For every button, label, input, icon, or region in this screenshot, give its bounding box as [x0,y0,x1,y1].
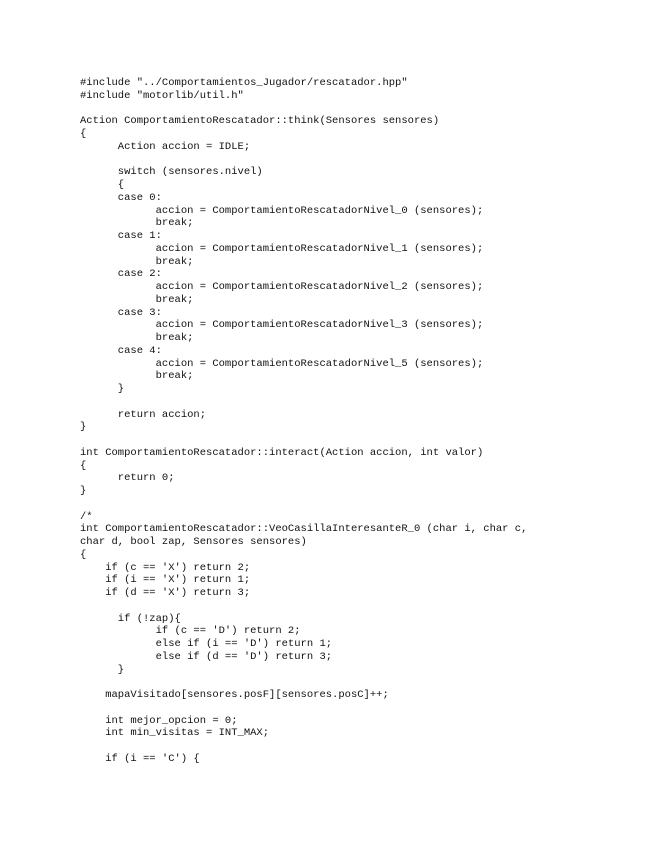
code-line: case 1: [80,230,162,242]
code-line: accion = ComportamientoRescatadorNivel_2 (sensores); [80,281,484,293]
code-line: { [80,128,87,140]
code-line: break; [80,370,194,383]
code-line: accion = ComportamientoRescatadorNivel_5 (sensores); [80,357,484,370]
code-line: if (c == 'X') return 2; [80,561,251,574]
code-line: int ComportamientoRescatador::VeoCasillaInteresanteR_0 (char i, char c, [80,523,528,536]
code-line: int mejor_opcion = 0; [80,714,238,727]
code-line: } [80,663,125,676]
code-line: { [80,548,87,561]
code-line: accion = ComportamientoRescatadorNivel_0 (sensores); [80,204,484,217]
code-line: if (!zap){ [80,612,181,625]
code-line: else if (d == 'D') return 3; [80,650,333,663]
code-line: { [80,179,125,191]
code-line [80,396,640,409]
code-line: int ComportamientoRescatador::interact(Action accion, int valor) [80,446,484,459]
code-line [80,434,640,447]
code-line: return 0; [80,472,175,485]
code-line: accion = ComportamientoRescatadorNivel_1 (sensores); [80,242,484,255]
code-line: break; [80,255,194,268]
code-line [80,154,640,167]
code-line: case 3: [80,306,162,319]
code-line: #include "../Comportamientos_Jugador/rescatador.hpp" [80,77,408,89]
code-line: char d, bool zap, Sensores sensores) [80,536,307,548]
code-line: break; [80,217,194,230]
code-line: } [80,383,125,395]
code-line: break; [80,332,194,344]
code-line [80,740,640,753]
code-line: if (i == 'C') { [80,752,200,765]
code-line: switch (sensores.nivel) [80,166,263,179]
code-line: if (i == 'X') return 1; [80,574,251,587]
code-line: return accion; [80,408,207,421]
code-line: #include "motorlib/util.h" [80,89,244,102]
code-line: } [80,421,87,434]
code-line [80,498,640,511]
code-line [80,103,640,116]
code-line: if (d == 'X') return 3; [80,587,251,599]
code-line: mapaVisitado[sensores.posF][sensores.posC]++; [80,689,389,701]
code-line: { [80,459,87,472]
code-line: } [80,485,87,497]
code-line [80,702,640,715]
code-line: Action accion = IDLE; [80,140,251,153]
code-line: case 2: [80,268,162,281]
code-line: /* [80,510,93,523]
code-line: if (c == 'D') return 2; [80,625,301,638]
code-line: Action ComportamientoRescatador::think(Sensores sensores) [80,115,440,128]
code-listing [80,77,640,766]
code-line [80,600,640,613]
code-line: break; [80,293,194,306]
code-line: case 4: [80,344,162,357]
code-line [80,676,640,689]
code-line: int min_visitas = INT_MAX; [80,727,270,740]
code-line: case 0: [80,191,162,204]
code-line: accion = ComportamientoRescatadorNivel_3 (sensores); [80,319,484,332]
code-line: else if (i == 'D') return 1; [80,638,333,650]
